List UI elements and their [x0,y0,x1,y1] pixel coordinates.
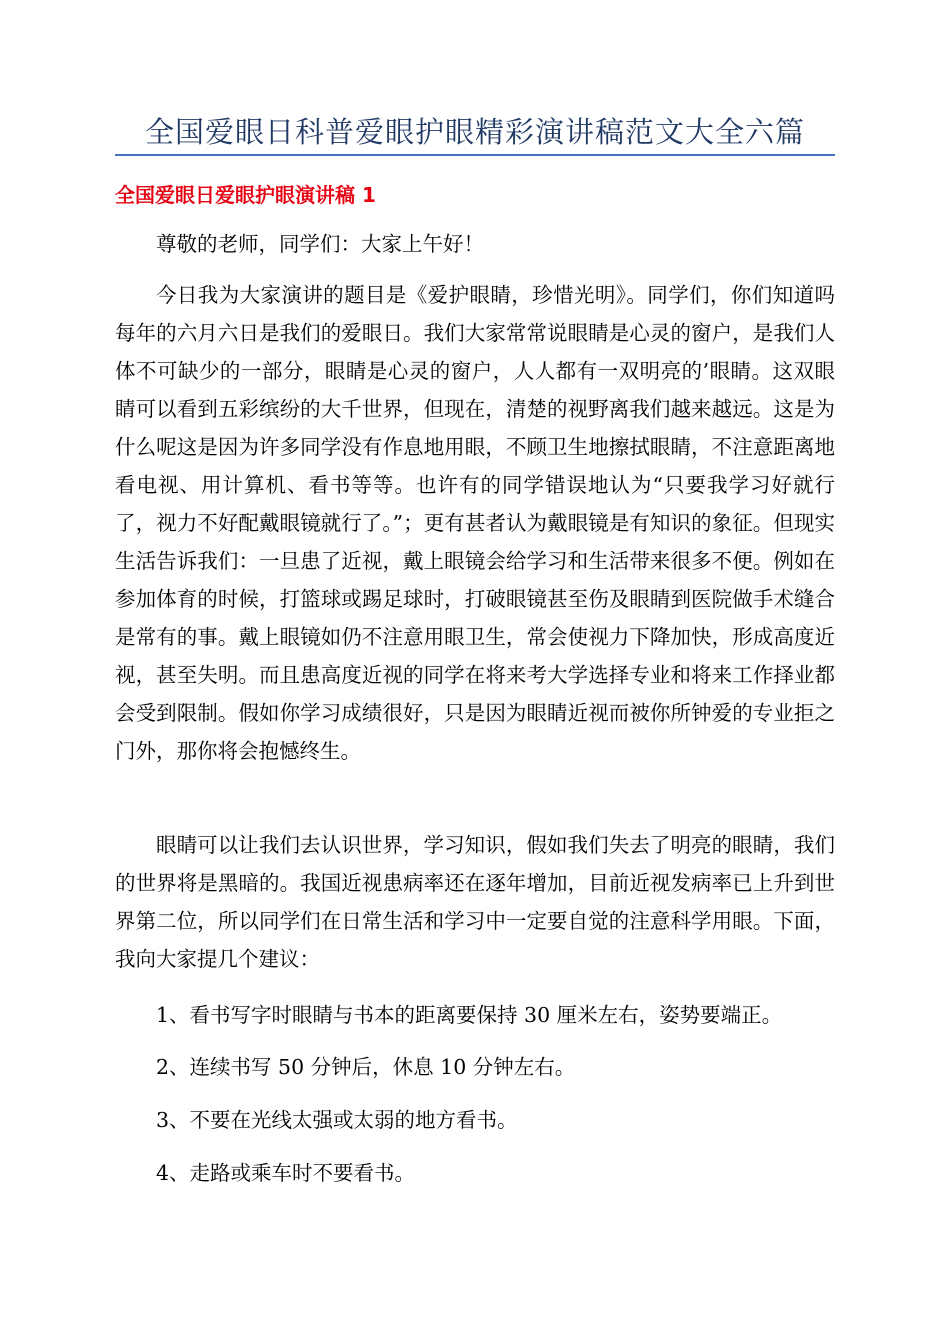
list-item-3: 3、不要在光线太强或太弱的地方看书。 [156,1108,518,1132]
document-title: 全国爱眼日科普爱眼护眼精彩演讲稿范文大全六篇 [144,115,805,149]
body-paragraph-2: 眼睛可以让我们去认识世界，学习知识，假如我们失去了明亮的眼睛，我们的世界将是黑暗的。我国近视患病率还在逐年增加，目前近视发病率已上升到世界第二位，所以同学们在日常生活和学习中一定要自觉的注意科学用眼。下面，我向大家提几个建议： [115,833,835,971]
list-item-1: 1、看书写字时眼睛与书本的距离要保持 30 厘米左右，姿势要端正。 [156,1003,783,1027]
list-item-4: 4、走路或乘车时不要看书。 [156,1161,416,1185]
body-paragraph-1: 今日我为大家演讲的题目是《爱护眼睛，珍惜光明》。同学们，你们知道吗每年的六月六日是我们的爱眼日。我们大家常常说眼睛是心灵的窗户，是我们人体不可缺少的一部分，眼睛是心灵的窗户，人人都有一双明亮的’眼睛。这双眼睛可以看到五彩缤纷的大千世界，但现在，清楚的视野离我们越来越远。这是为什么呢这是因为许多同学没有作息地用眼，不顾卫生地擦拭眼睛，不注意距离地看电视、用计算机、看书等等。也许有的同学错误地认为“只要我学习好就行了，视力不好配戴眼镜就行了。”；更有甚者认为戴眼镜是有知识的象征。但现实生活告诉我们：一旦患了近视，戴上眼镜会给学习和生活带来很多不便。例如在参加体育的时候，打篮球或踢足球时，打破眼镜甚至伤及眼睛到医院做手术缝合是常有的事。戴上眼镜如仍不注意用眼卫生，常会使视力下降加快，形成高度近视，甚至失明。而且患高度近视的同学在将来考大学选择专业和将来工作择业都会受到限制。假如你学习成绩很好，只是因为眼睛近视而被你所钟爱的专业拒之门外，那你将会抱憾终生。 [115,283,835,763]
section-heading: 全国爱眼日爱眼护眼演讲稿 1 [115,183,376,207]
list-item-2: 2、连续书写 50 分钟后，休息 10 分钟左右。 [156,1055,576,1079]
greeting-paragraph: 尊敬的老师，同学们：大家上午好！ [156,232,484,256]
title-underline [115,154,835,156]
